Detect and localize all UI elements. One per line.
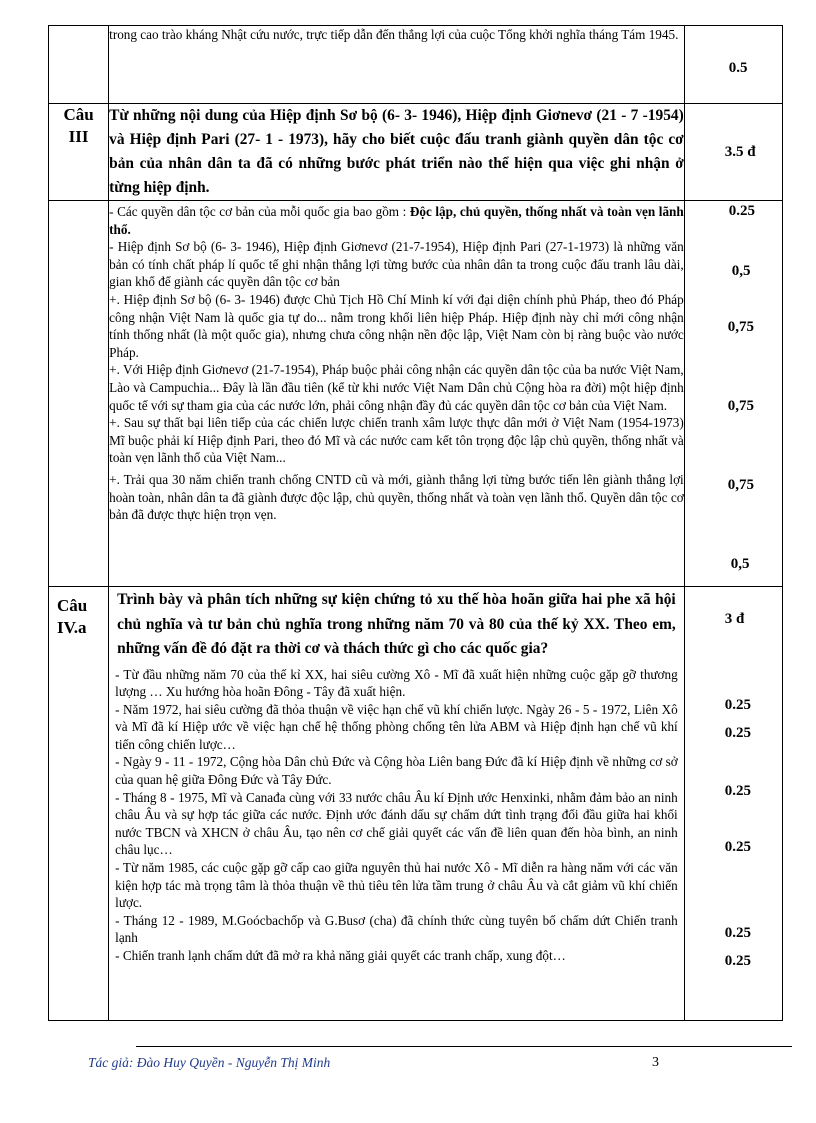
answer-item: - Năm 1972, hai siêu cường đã thỏa thuận về việc hạn chế vũ khí chiến lược. Ngày 26 - 5 - 1972, Liên Xô và Mĩ đã kí Hiệp ước về việc hạn chế hệ thống phòng chống tên lửa ABM và Hiệp định hạn chế vũ khí tiến công chiến lược…	[115, 701, 678, 752]
answer-lead: - Các quyền dân tộc cơ bản của mỗi quốc gia bao gồm :	[109, 204, 410, 219]
question-and-answer-cell-q4a	[109, 587, 685, 1021]
answer-item: - Ngày 9 - 11 - 1972, Cộng hòa Dân chủ Đức và Cộng hòa Liên bang Đức đã kí Hiệp định về những cơ sở của quan hệ giữa Đông Đức và Tây Đức.	[115, 754, 678, 788]
score-value: 0.25	[724, 783, 751, 799]
score-value: 0.25	[724, 953, 751, 969]
table-row-q3-answers	[49, 201, 783, 587]
question-text-q4a: Trình bày và phân tích những sự kiện chứng tỏ xu thế hòa hoãn giữa hai phe xã hội chủ nghĩa và tư bản chủ nghĩa trong những năm 70 và 80 của thế kỷ XX. Theo em, những vấn đề đó đặt ra thời cơ và thách thức gì cho các quốc gia?	[117, 591, 676, 657]
answer-key-table	[48, 25, 783, 1021]
score-value: 0,5	[731, 263, 751, 279]
footer-divider	[136, 1046, 792, 1047]
score-value: 0.5	[728, 60, 748, 76]
question-label-line2: IV.a	[57, 618, 87, 637]
answer-cell	[109, 26, 685, 104]
question-label-line1: Câu	[57, 596, 88, 615]
question-label-q4a	[49, 587, 109, 1021]
answer-item: +. Với Hiệp định Giơnevơ (21-7-1954), Pháp buộc phải công nhận các quyền dân tộc của ba nước Việt Nam, Lào và Campuchia... Đây là lần đầu tiên (kể từ khi nước Việt Nam Dân chủ Cộng hòa ra đời) một hiệp định quốc tế với sự tham gia của các nước lớn, phải công nhận đầy đủ các quyền dân tộc cơ bản của Việt Nam.	[109, 362, 684, 413]
table-row-q4a	[49, 587, 783, 1021]
answer-item: +. Trải qua 30 năm chiến tranh chống CNTD cũ và mới, giành thắng lợi từng bước tiến lên giành thắng lợi hoàn toàn, nhân dân ta đã giành được độc lập, chủ quyền, thống nhất và toàn vẹn lãnh thổ. Quyền dân tộc cơ bản đã được thực hiện trọn vẹn.	[109, 471, 684, 523]
score-total: 3.5 đ	[724, 144, 756, 160]
score-cell-total-q3	[684, 104, 782, 201]
score-value: 0,5	[730, 556, 750, 572]
answer-cell-q3	[109, 201, 685, 587]
table-row-q3-question	[49, 104, 783, 201]
question-label-line1: Câu	[63, 105, 94, 124]
score-value: 0.25	[724, 839, 751, 855]
answer-item: - Hiệp định Sơ bộ (6- 3- 1946), Hiệp định Giơnevơ (21-7-1954), Hiệp định Pari (27-1-1973) là những văn bản có tính chất pháp lí quốc tế ghi nhận thắng lợi từng bước của nhân dân ta trong cuộc đấu tranh lâu dài, gian khổ để giành các quyền dân tộc cơ bản	[109, 239, 684, 290]
score-value: 0,75	[727, 398, 754, 414]
answer-item: - Từ năm 1985, các cuộc gặp gỡ cấp cao giữa nguyên thủ hai nước Xô - Mĩ diễn ra hàng năm với các văn kiện hợp tác mà trọng tâm là thỏa thuận về thủ tiêu tên lửa tầm trung ở châu Âu và cắt giảm vũ khí chiến lược.	[115, 860, 678, 911]
score-cell	[684, 26, 782, 104]
answer-cell-q4a	[109, 666, 684, 968]
score-value: 0.25	[724, 697, 751, 713]
answer-item: - Tháng 8 - 1975, Mĩ và Canađa cùng với 33 nước châu Âu kí Định ước Henxinki, nhằm đảm bảo an ninh châu Âu và sự hợp tác giữa các nước. Định ước đánh dấu sự chấm dứt tình trạng đối đầu giữa hai khối nước TBCN và XHCN ở châu Âu, tạo nên cơ chế giải quyết các vấn đề liên quan đến hòa bình, an ninh châu lục…	[115, 789, 678, 858]
answer-text: trong cao trào kháng Nhật cứu nước, trực tiếp dẫn đến thắng lợi của cuộc Tổng khởi nghĩa tháng Tám 1945.	[109, 27, 679, 42]
score-value: 0.25	[728, 203, 755, 219]
table-row-intro	[49, 26, 783, 104]
question-text-q3: Từ những nội dung của Hiệp định Sơ bộ (6- 3- 1946), Hiệp định Giơnevơ (21 - 7 -1954) và Hiệp định Pari (27- 1 - 1973), hãy cho biết cuộc đấu tranh giành quyền dân tộc cơ bản của nhân dân ta đã có những bước phát triển nào thể hiện qua việc ghi nhận ở từng hiệp định.	[109, 104, 685, 201]
label-cell	[49, 201, 109, 587]
answer-item: +. Sau sự thất bại liên tiếp của các chiến lược chiến tranh xâm lược thực dân mới ở Việt Nam (1954-1973) Mĩ buộc phải kí Hiệp định Pari, theo đó Mĩ và các nước cam kết tôn trọng độc lập chủ quyền, thống nhất và toàn vẹn lãnh thổ của Việt Nam...	[109, 415, 684, 466]
answer-item: +. Hiệp định Sơ bộ (6- 3- 1946) được Chủ Tịch Hồ Chí Minh kí với đại diện chính phủ Pháp, theo đó Pháp công nhận Việt Nam là quốc gia tự do... nằm trong khối liên hiệp Pháp. Hiệp định này chỉ mới công nhận tính thống nhất (là một quốc gia), nhưng chưa công nhận nền độc lập, Việt Nam còn bị ràng buộc vào nước Pháp.	[109, 291, 684, 360]
question-label-line2: III	[68, 127, 89, 146]
page-number: 3	[652, 1055, 659, 1070]
score-value: 0,75	[727, 319, 754, 335]
question-label-q3	[49, 104, 109, 201]
label-cell	[49, 26, 109, 104]
footer-author: Tác giả: Đào Huy Quyền - Nguyễn Thị Minh	[88, 1055, 331, 1070]
score-cell-q4a	[684, 587, 782, 1021]
answer-item: - Từ đầu những năm 70 của thế kỉ XX, hai siêu cường Xô - Mĩ đã xuất hiện những cuộc gặp gỡ thương lượng … Xu hướng hòa hoãn Đông - Tây đã xuất hiện.	[115, 666, 678, 700]
answer-item	[109, 203, 684, 238]
score-value: 0.25	[724, 925, 751, 941]
score-total: 3 đ	[724, 611, 745, 627]
score-value: 0.25	[724, 725, 751, 741]
score-value: 0,75	[727, 477, 754, 493]
answer-item: - Chiến tranh lạnh chấm dứt đã mở ra khả năng giải quyết các tranh chấp, xung đột…	[115, 948, 566, 963]
score-cell-q3	[684, 201, 782, 587]
answer-item: - Tháng 12 - 1989, M.Goócbachốp và G.Busơ (cha) đã chính thức cùng tuyên bố chấm dứt Chiến tranh lạnh	[115, 912, 678, 946]
answer-bold: Độc lập, chủ quyền, thống nhất và toàn vẹn lãnh thổ.	[109, 204, 684, 237]
